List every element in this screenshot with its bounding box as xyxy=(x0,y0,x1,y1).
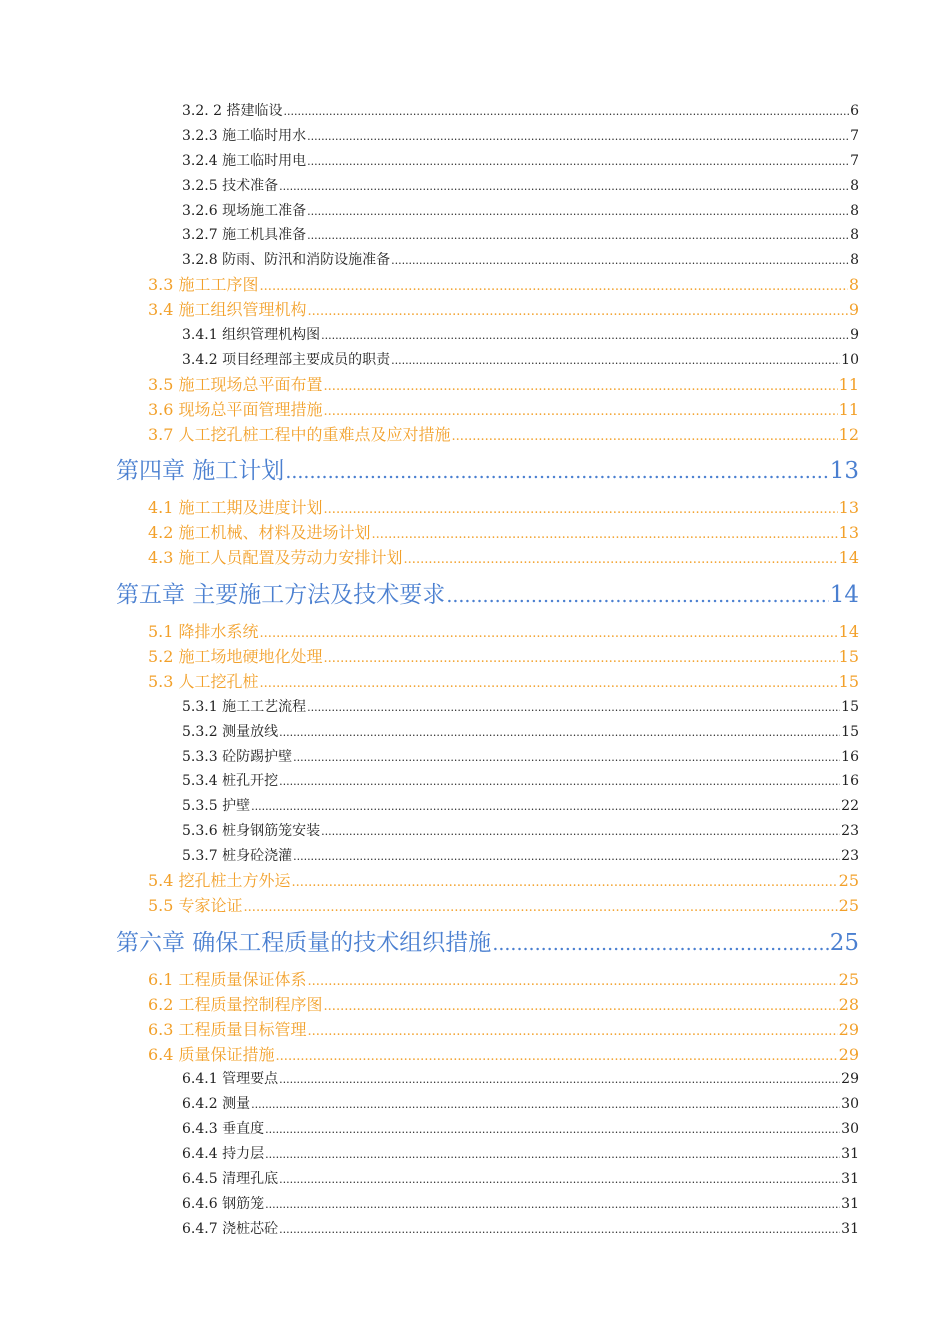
dot-leader xyxy=(321,820,840,845)
toc-subsection-entry[interactable] xyxy=(182,745,859,770)
toc-entry-title: 第六章 确保工程质量的技术组织措施 xyxy=(116,929,492,956)
toc-page-number: 31 xyxy=(841,1170,859,1187)
toc-subsection-entry[interactable] xyxy=(182,1167,859,1192)
toc-section-entry[interactable] xyxy=(148,620,859,645)
toc-subsection-entry[interactable] xyxy=(182,1192,859,1217)
toc-entry-title: 3.6 现场总平面管理措施 xyxy=(148,399,323,419)
toc-section-entry[interactable] xyxy=(148,869,859,894)
dot-leader xyxy=(307,696,840,721)
dot-leader xyxy=(307,150,849,175)
toc-entry-title: 3.2.5 技术准备 xyxy=(182,177,279,194)
dot-leader xyxy=(308,1020,838,1045)
toc-entry-title: 3.2.7 施工机具准备 xyxy=(182,227,307,244)
dot-leader xyxy=(279,770,840,795)
toc-page-number: 16 xyxy=(841,748,859,765)
toc-section-entry[interactable] xyxy=(148,645,859,670)
toc-section-entry[interactable] xyxy=(148,521,859,546)
toc-entry-title: 3.5 施工现场总平面布置 xyxy=(148,374,323,394)
toc-entry-title: 6.1 工程质量保证体系 xyxy=(148,969,307,989)
toc-entry-title: 3.2. 2 搭建临设 xyxy=(182,103,283,119)
toc-entry-title: 第五章 主要施工方法及技术要求 xyxy=(116,582,446,609)
dot-leader xyxy=(452,425,838,450)
toc-entry-title: 3.4.1 组织管理机构图 xyxy=(182,327,321,344)
toc-section-entry[interactable] xyxy=(148,398,859,423)
toc-page-number: 8 xyxy=(848,275,859,295)
toc-section-entry[interactable] xyxy=(148,670,859,695)
toc-entry-title: 5.1 降排水系统 xyxy=(148,622,259,642)
toc-entry-title: 6.4.4 持力层 xyxy=(182,1146,265,1163)
toc-page-number: 8 xyxy=(850,227,859,244)
toc-subsection-entry[interactable] xyxy=(182,819,859,844)
toc-entry-title: 5.3.3 砼防踢护壁 xyxy=(182,748,293,765)
toc-page-number: 22 xyxy=(841,798,859,815)
dot-leader xyxy=(307,125,849,150)
toc-subsection-entry[interactable] xyxy=(182,1092,859,1117)
toc-page-number: 14 xyxy=(829,582,859,609)
toc-page-number: 15 xyxy=(838,647,859,667)
dot-leader xyxy=(324,375,838,400)
toc-chapter-entry[interactable] xyxy=(116,453,859,490)
toc-page-number: 31 xyxy=(841,1146,859,1163)
dot-leader xyxy=(307,200,849,225)
dot-leader xyxy=(285,454,828,491)
toc-entry-title: 3.2.4 施工临时用电 xyxy=(182,152,307,169)
toc-page-number: 29 xyxy=(838,1019,859,1039)
toc-entry-title: 5.5 专家论证 xyxy=(148,895,243,915)
toc-entry-title: 4.2 施工机械、材料及进场计划 xyxy=(148,523,371,543)
dot-leader xyxy=(324,995,838,1020)
toc-entry-title: 5.3.4 桩孔开挖 xyxy=(182,773,279,790)
toc-subsection-entry[interactable] xyxy=(182,348,859,373)
toc-entry-title: 5.3.6 桩身钢筋笼安装 xyxy=(182,823,321,840)
toc-entry-title: 3.7 人工挖孔桩工程中的重难点及应对措施 xyxy=(148,424,451,444)
toc-page-number: 15 xyxy=(841,698,859,715)
dot-leader xyxy=(265,1193,840,1218)
toc-page-number: 7 xyxy=(850,127,859,144)
toc-section-entry[interactable] xyxy=(148,1018,859,1043)
toc-page-number: 23 xyxy=(841,823,859,840)
toc-page-number: 28 xyxy=(838,994,859,1014)
toc-entry-title: 5.3.1 施工工艺流程 xyxy=(182,698,307,715)
toc-entry-title: 5.4 挖孔桩土方外运 xyxy=(148,871,291,891)
dot-leader xyxy=(324,647,838,672)
toc-subsection-entry[interactable] xyxy=(182,248,859,273)
dot-leader xyxy=(260,275,848,300)
table-of-contents xyxy=(0,99,950,1242)
dot-leader xyxy=(279,721,840,746)
toc-page-number: 13 xyxy=(829,458,859,485)
toc-page-number: 9 xyxy=(848,300,859,320)
toc-section-entry[interactable] xyxy=(148,373,859,398)
toc-page-number: 6 xyxy=(850,103,859,119)
dot-leader xyxy=(446,578,828,615)
dot-leader xyxy=(284,100,850,125)
toc-page-number: 31 xyxy=(841,1220,859,1237)
toc-entry-title: 6.4.6 钢筋笼 xyxy=(182,1195,265,1212)
toc-section-entry[interactable] xyxy=(148,273,859,298)
toc-entry-title: 6.4.5 清理孔底 xyxy=(182,1170,279,1187)
dot-leader xyxy=(293,845,840,870)
dot-leader xyxy=(260,672,838,697)
toc-subsection-entry[interactable] xyxy=(182,769,859,794)
dot-leader xyxy=(324,498,838,523)
dot-leader xyxy=(276,1045,838,1070)
toc-entry-title: 6.4.3 垂直度 xyxy=(182,1121,265,1138)
toc-page-number: 15 xyxy=(838,671,859,691)
toc-subsection-entry[interactable] xyxy=(182,844,859,869)
dot-leader xyxy=(293,746,840,771)
dot-leader xyxy=(265,1143,840,1168)
toc-subsection-entry[interactable] xyxy=(182,1217,859,1242)
dot-leader xyxy=(244,896,838,921)
toc-page-number: 15 xyxy=(841,723,859,740)
toc-page-number: 31 xyxy=(841,1195,859,1212)
toc-section-entry[interactable] xyxy=(148,546,859,571)
dot-leader xyxy=(260,622,838,647)
dot-leader xyxy=(308,300,848,325)
toc-page-number: 16 xyxy=(841,773,859,790)
toc-subsection-entry[interactable] xyxy=(182,323,859,348)
toc-chapter-entry[interactable] xyxy=(116,577,859,614)
dot-leader xyxy=(492,926,828,963)
dot-leader xyxy=(321,324,849,349)
toc-page-number: 14 xyxy=(838,548,859,568)
toc-subsection-entry[interactable] xyxy=(182,794,859,819)
toc-subsection-entry[interactable] xyxy=(182,99,859,124)
toc-subsection-entry[interactable] xyxy=(182,199,859,224)
toc-page-number: 11 xyxy=(838,374,859,394)
toc-section-entry[interactable] xyxy=(148,423,859,448)
toc-page-number: 30 xyxy=(841,1096,859,1113)
dot-leader xyxy=(308,970,838,995)
dot-leader xyxy=(265,1118,840,1143)
toc-page-number: 13 xyxy=(838,498,859,518)
toc-section-entry[interactable] xyxy=(148,894,859,919)
toc-entry-title: 第四章 施工计划 xyxy=(116,458,285,485)
toc-entry-title: 3.3 施工工序图 xyxy=(148,275,259,295)
toc-page-number: 23 xyxy=(841,848,859,865)
toc-subsection-entry[interactable] xyxy=(182,149,859,174)
dot-leader xyxy=(404,548,838,573)
dot-leader xyxy=(279,1218,840,1243)
dot-leader xyxy=(307,224,849,249)
toc-entry-title: 3.2.6 现场施工准备 xyxy=(182,202,307,219)
toc-entry-title: 6.4.1 管理要点 xyxy=(182,1071,279,1088)
toc-page-number: 12 xyxy=(838,424,859,444)
toc-page-number: 29 xyxy=(838,1044,859,1064)
toc-entry-title: 6.3 工程质量目标管理 xyxy=(148,1019,307,1039)
toc-entry-title: 5.2 施工场地硬地化处理 xyxy=(148,647,323,667)
toc-page-number: 25 xyxy=(838,895,859,915)
toc-entry-title: 5.3.2 测量放线 xyxy=(182,723,279,740)
toc-page-number: 7 xyxy=(850,152,859,169)
toc-page-number: 8 xyxy=(850,177,859,194)
toc-subsection-entry[interactable] xyxy=(182,1117,859,1142)
toc-entry-title: 4.1 施工工期及进度计划 xyxy=(148,498,323,518)
toc-section-entry[interactable] xyxy=(148,968,859,993)
toc-subsection-entry[interactable] xyxy=(182,223,859,248)
toc-page-number: 8 xyxy=(850,202,859,219)
toc-page-number: 14 xyxy=(838,622,859,642)
toc-section-entry[interactable] xyxy=(148,993,859,1018)
dot-leader xyxy=(279,1168,840,1193)
toc-subsection-entry[interactable] xyxy=(182,1142,859,1167)
toc-section-entry[interactable] xyxy=(148,298,859,323)
toc-entry-title: 3.2.8 防雨、防汛和消防设施准备 xyxy=(182,252,391,269)
toc-subsection-entry[interactable] xyxy=(182,720,859,745)
toc-entry-title: 6.2 工程质量控制程序图 xyxy=(148,994,323,1014)
toc-entry-title: 6.4 质量保证措施 xyxy=(148,1044,275,1064)
toc-entry-title: 3.4 施工组织管理机构 xyxy=(148,300,307,320)
toc-entry-title: 3.2.3 施工临时用水 xyxy=(182,127,307,144)
toc-page-number: 30 xyxy=(841,1121,859,1138)
toc-subsection-entry[interactable] xyxy=(182,695,859,720)
toc-entry-title: 3.4.2 项目经理部主要成员的职责 xyxy=(182,351,391,368)
dot-leader xyxy=(372,523,838,548)
dot-leader xyxy=(251,1093,840,1118)
toc-section-entry[interactable] xyxy=(148,496,859,521)
toc-subsection-entry[interactable] xyxy=(182,124,859,149)
toc-page-number: 8 xyxy=(850,252,859,269)
toc-entry-title: 4.3 施工人员配置及劳动力安排计划 xyxy=(148,548,403,568)
toc-page-number: 25 xyxy=(838,871,859,891)
toc-subsection-entry[interactable] xyxy=(182,1067,859,1092)
dot-leader xyxy=(324,400,838,425)
toc-entry-title: 5.3.5 护壁 xyxy=(182,798,251,815)
toc-section-entry[interactable] xyxy=(148,1043,859,1068)
toc-page-number: 29 xyxy=(841,1071,859,1088)
dot-leader xyxy=(279,1068,840,1093)
toc-page-number: 10 xyxy=(841,351,859,368)
toc-page-number: 13 xyxy=(838,523,859,543)
dot-leader xyxy=(279,175,849,200)
dot-leader xyxy=(292,871,838,896)
toc-entry-title: 6.4.2 测量 xyxy=(182,1096,251,1113)
toc-entry-title: 5.3.7 桩身砼浇灌 xyxy=(182,848,293,865)
dot-leader xyxy=(391,349,840,374)
toc-page-number: 11 xyxy=(838,399,859,419)
toc-entry-title: 5.3 人工挖孔桩 xyxy=(148,671,259,691)
toc-chapter-entry[interactable] xyxy=(116,925,859,962)
dot-leader xyxy=(251,795,840,820)
dot-leader xyxy=(391,249,849,274)
toc-page-number: 9 xyxy=(850,327,859,344)
toc-entry-title: 6.4.7 浇桩芯砼 xyxy=(182,1220,279,1237)
toc-subsection-entry[interactable] xyxy=(182,174,859,199)
toc-page-number: 25 xyxy=(829,929,859,956)
toc-page-number: 25 xyxy=(838,969,859,989)
